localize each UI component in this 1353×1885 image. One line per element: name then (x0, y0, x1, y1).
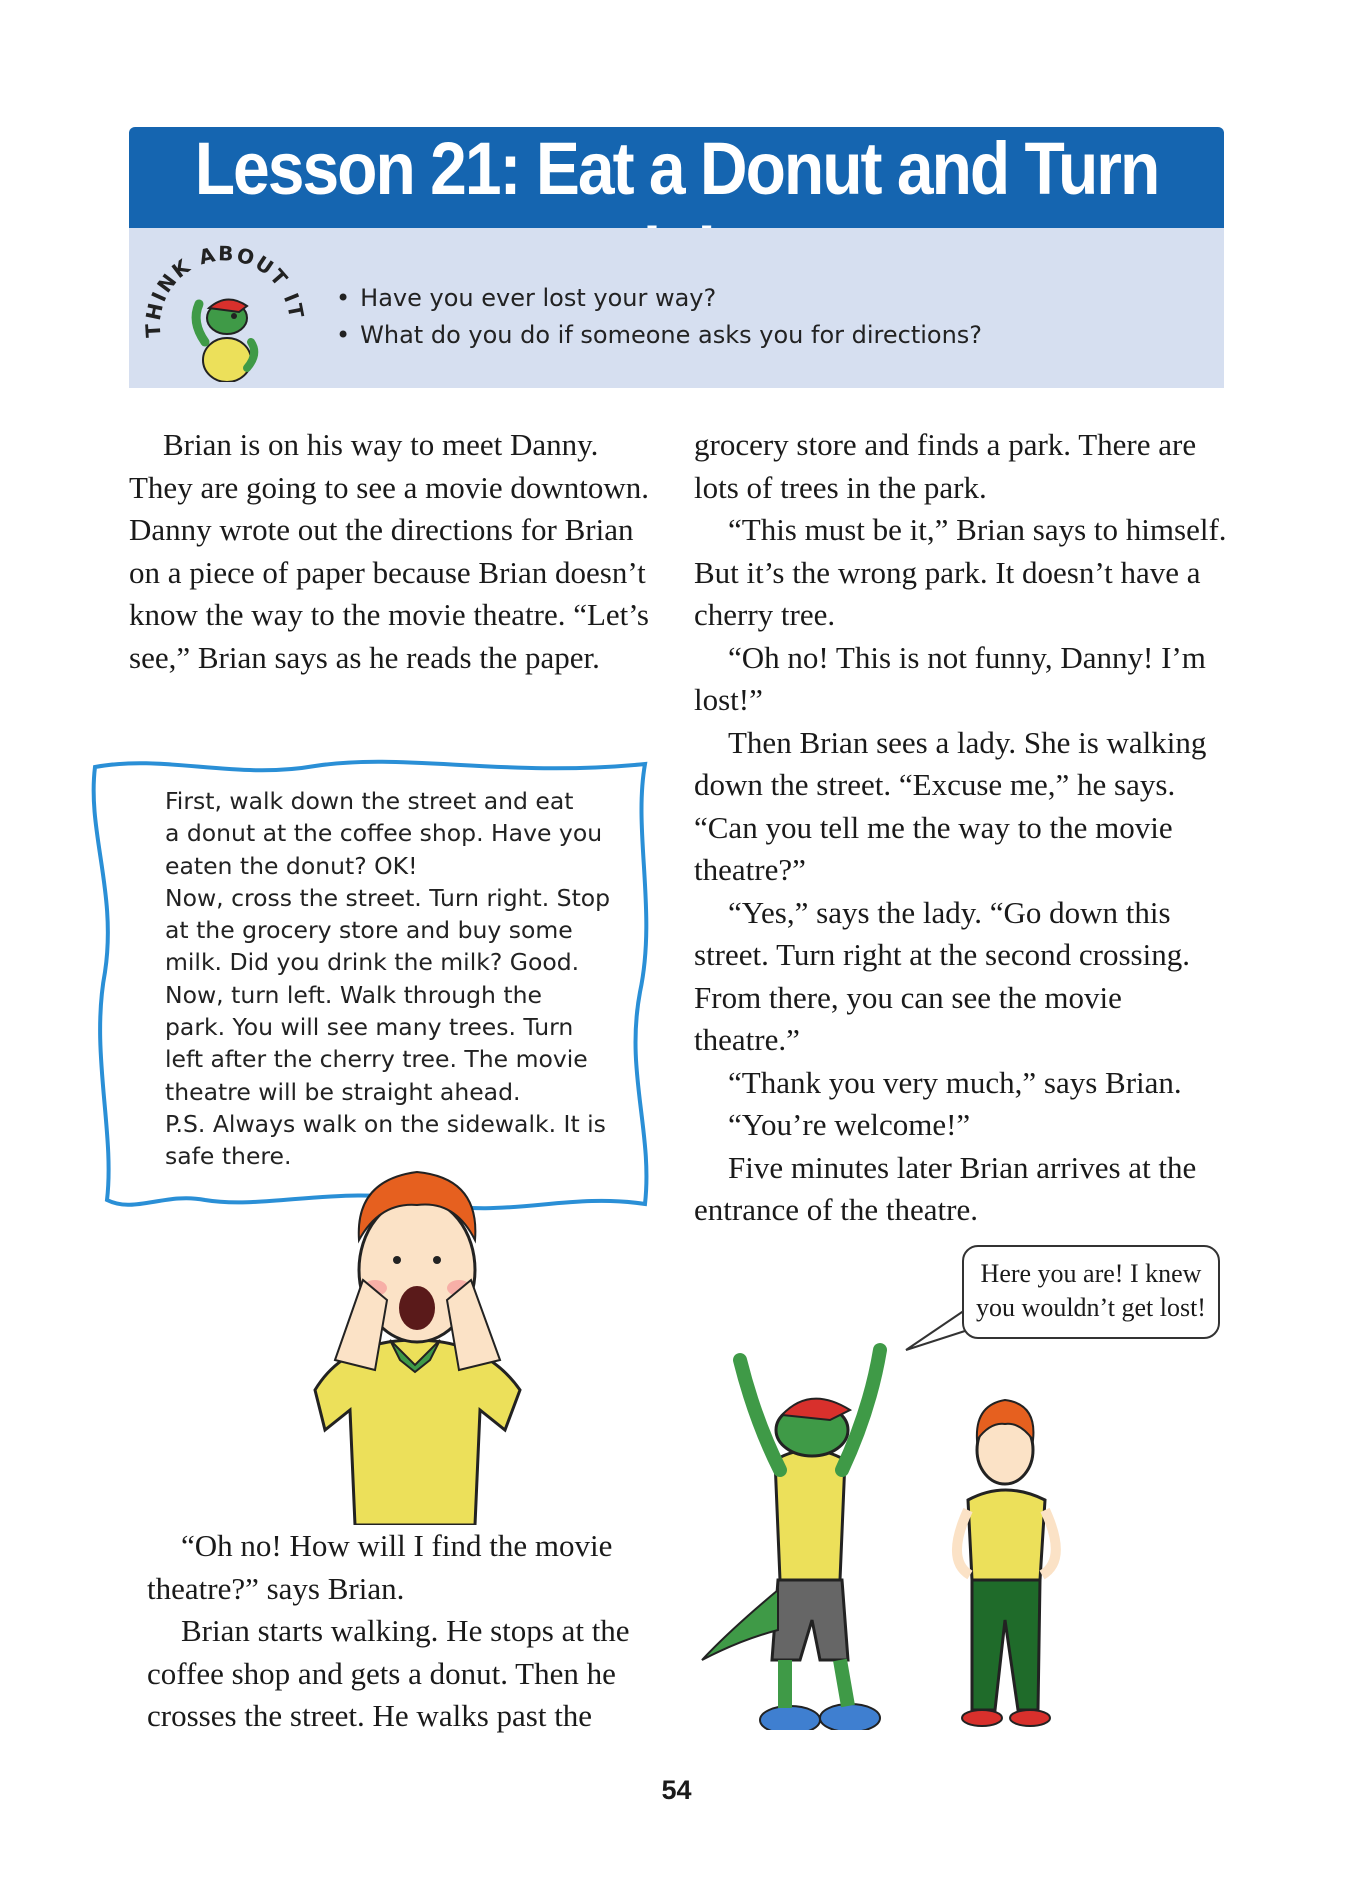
story-paragraph: Five minutes later Brian arrives at the entrance of the theatre. (694, 1149, 1197, 1227)
think-about-it-badge (139, 242, 309, 382)
story-paragraph: “Thank you very much,” says Brian. (728, 1064, 1182, 1100)
story-left-column-bottom (147, 1525, 667, 1738)
story-paragraph: “This must be it,” Brian says to himself. But it’s the wrong park. It doesn’t have a cherry tree. (694, 512, 1227, 632)
story-paragraph: “Yes,” says the lady. “Go down this street. Turn right at the second crossing. From there, you can see the movie theatre.” (694, 894, 1190, 1057)
speech-line: Here you are! I knew (980, 1259, 1202, 1288)
story-paragraph: “Oh no! How will I find the movie theatre?” says Brian. (147, 1528, 613, 1606)
story-paragraph: Then Brian sees a lady. She is walking down the street. “Excuse me,” he says. “Can you tell me the way to the movie theatre?” (694, 724, 1207, 887)
story-paragraph: Brian is on his way to meet Danny. They are going to see a movie downtown. Danny wrote out the directions for Brian on a piece of paper because Brian doesn’t know the way to the movie theatre. “Let’s see,” Brian says as he reads the paper. (129, 427, 649, 675)
directions-note-text: First, walk down the street and eat a donut at the coffee shop. Have you eaten the donut? OK! Now, cross the street. Turn right. Stop at the grocery store and buy some milk. Did you drink the milk? Good. Now, turn left. Walk through the park. You will see many trees. Turn left after the cherry tree. The movie theatre will be straight ahead. P.S. Always walk on the sidewalk. It is safe there. (165, 787, 611, 1171)
story-paragraph: grocery store and finds a park. There are lots of trees in the park. (694, 427, 1197, 505)
think-about-it-questions (336, 280, 982, 354)
story-right-column (694, 424, 1234, 1232)
lesson-title: Lesson 21: Eat a Donut and Turn (194, 127, 1159, 210)
speech-bubble (962, 1245, 1220, 1339)
question-item: • What do you do if someone asks you for directions? (336, 317, 982, 354)
page-number: 54 (661, 1775, 692, 1805)
scared-boy-illustration (275, 1160, 560, 1525)
story-paragraph: “Oh no! This is not funny, Danny! I’m lost!” (694, 639, 1206, 717)
lesson-title-bar (129, 127, 1224, 228)
question-item: • Have you ever lost your way? (336, 280, 982, 317)
story-paragraph: Brian starts walking. He stops at the coffee shop and gets a donut. Then he crosses the street. He walks past the (147, 1613, 630, 1733)
story-left-column (129, 424, 649, 679)
story-paragraph: “You’re welcome!” (728, 1107, 971, 1142)
dino-and-boy-illustration (700, 1330, 1100, 1730)
svg-text:THINK ABOUT IT: THINK ABOUT IT (140, 242, 309, 339)
think-about-it-box (129, 228, 1224, 388)
speech-line: you wouldn’t get lost! (976, 1293, 1206, 1322)
